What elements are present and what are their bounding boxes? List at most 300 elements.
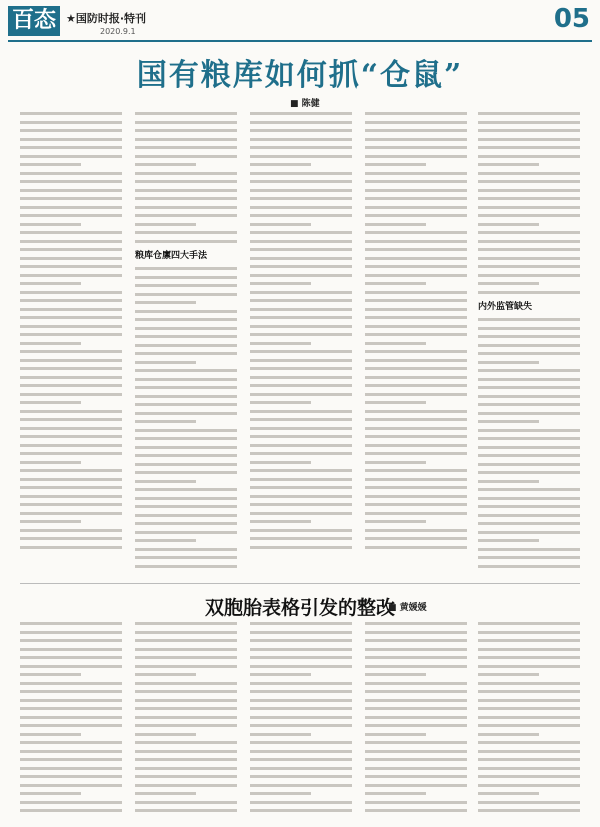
body-text-line: [250, 767, 352, 770]
body-text-line: [135, 446, 237, 449]
body-text-line: [135, 784, 237, 787]
body-text-line: [250, 707, 352, 710]
body-text-line: [135, 223, 196, 226]
body-text-line: [20, 410, 122, 413]
body-text-line: [250, 291, 352, 294]
body-text-line: [20, 673, 81, 676]
body-text-line: [478, 480, 539, 483]
text-column: [365, 112, 467, 554]
body-text-line: [135, 767, 237, 770]
body-text-line: [20, 206, 122, 209]
body-text-line: [250, 784, 352, 787]
body-text-line: [135, 480, 196, 483]
body-text-line: [135, 344, 237, 347]
body-text-line: [478, 801, 580, 804]
body-text-line: [20, 444, 122, 447]
body-text-line: [365, 376, 467, 379]
body-text-line: [365, 308, 467, 311]
body-text-line: [365, 146, 467, 149]
subheading: 粮库仓廪四大手法: [135, 251, 208, 261]
body-text-line: [365, 758, 467, 761]
body-text-line: [365, 401, 426, 404]
body-text-line: [478, 767, 580, 770]
body-text-line: [20, 452, 122, 455]
body-text-line: [135, 514, 237, 517]
body-text-line: [250, 265, 352, 268]
body-text-line: [365, 367, 467, 370]
body-text-line: [250, 622, 352, 625]
issue-date: 2020.9.1: [100, 27, 136, 36]
body-text-line: [135, 471, 237, 474]
body-text-line: [250, 350, 352, 353]
body-text-line: [135, 267, 237, 270]
text-column: [20, 622, 122, 818]
body-text-line: [250, 155, 352, 158]
body-text-line: [20, 469, 122, 472]
body-text-line: [20, 274, 122, 277]
body-text-line: [135, 284, 237, 287]
body-text-line: [20, 299, 122, 302]
body-text-line: [135, 121, 237, 124]
body-text-line: [250, 367, 352, 370]
body-text-line: [135, 809, 237, 812]
body-text-line: [365, 520, 426, 523]
body-text-line: [478, 189, 580, 192]
body-text-line: [20, 325, 122, 328]
body-text-line: [135, 656, 237, 659]
article1-title: 国有粮库如何抓“仓鼠”: [136, 58, 464, 93]
body-text-line: [478, 138, 580, 141]
body-text-line: [20, 282, 81, 285]
body-text-line: [135, 690, 237, 693]
body-text-line: [135, 775, 237, 778]
body-text-line: [478, 386, 580, 389]
masthead: [0, 0, 600, 44]
body-text-line: [250, 418, 352, 421]
body-text-line: [250, 223, 311, 226]
body-text-line: [478, 265, 580, 268]
body-text-line: [20, 138, 122, 141]
body-text-line: [478, 463, 580, 466]
body-text-line: [478, 784, 580, 787]
body-text-line: [135, 180, 237, 183]
body-text-line: [135, 403, 237, 406]
body-text-line: [250, 316, 352, 319]
body-text-line: [20, 367, 122, 370]
body-text-line: [250, 682, 352, 685]
body-text-line: [365, 648, 467, 651]
body-text-line: [250, 452, 352, 455]
body-text-line: [478, 548, 580, 551]
body-text-line: [250, 758, 352, 761]
body-text-line: [478, 112, 580, 115]
body-text-line: [478, 673, 539, 676]
body-text-line: [365, 461, 426, 464]
body-text-line: [20, 240, 122, 243]
body-text-line: [20, 121, 122, 124]
body-text-line: [478, 497, 580, 500]
body-text-line: [250, 444, 352, 447]
body-text-line: [135, 488, 237, 491]
body-text-line: [478, 129, 580, 132]
body-text-line: [135, 716, 237, 719]
body-text-line: [20, 648, 122, 651]
body-text-line: [135, 293, 237, 296]
body-text-line: [20, 461, 81, 464]
body-text-line: [478, 741, 580, 744]
body-text-line: [250, 231, 352, 234]
body-text-line: [20, 350, 122, 353]
body-text-line: [365, 639, 467, 642]
text-column: [365, 622, 467, 818]
text-column: [250, 112, 352, 554]
body-text-line: [365, 206, 467, 209]
body-text-line: [478, 344, 580, 347]
body-text-line: [478, 505, 580, 508]
body-text-line: [20, 716, 122, 719]
body-text-line: [135, 673, 196, 676]
body-text-line: [20, 665, 122, 668]
body-text-line: [20, 393, 122, 396]
body-text-line: [20, 682, 122, 685]
body-text-line: [365, 138, 467, 141]
body-text-line: [135, 505, 237, 508]
body-text-line: [250, 520, 311, 523]
body-text-line: [250, 172, 352, 175]
body-text-line: [365, 733, 426, 736]
body-text-line: [250, 733, 311, 736]
body-text-line: [135, 750, 237, 753]
body-text-line: [365, 452, 467, 455]
body-text-line: [20, 308, 122, 311]
body-text-line: [20, 724, 122, 727]
body-text-line: [250, 393, 352, 396]
body-text-line: [20, 801, 122, 804]
body-text-line: [365, 529, 467, 532]
body-text-line: [20, 733, 81, 736]
body-text-line: [250, 240, 352, 243]
body-text-line: [135, 240, 237, 243]
article-divider: [20, 583, 580, 584]
body-text-line: [365, 129, 467, 132]
body-text-line: [478, 429, 580, 432]
body-text-line: [365, 716, 467, 719]
body-text-line: [135, 189, 237, 192]
body-text-line: [135, 531, 237, 534]
body-text-line: [135, 463, 237, 466]
body-text-line: [365, 537, 467, 540]
masthead-rule: [8, 40, 592, 42]
body-text-line: [250, 189, 352, 192]
body-text-line: [365, 274, 467, 277]
body-text-line: [365, 342, 426, 345]
body-text-line: [365, 622, 467, 625]
text-column: [478, 622, 580, 818]
body-text-line: [250, 146, 352, 149]
body-text-line: [135, 138, 237, 141]
body-text-line: [250, 503, 352, 506]
body-text-line: [365, 418, 467, 421]
article1-author: ■ 陈健: [290, 99, 320, 109]
body-text-line: [365, 809, 467, 812]
body-text-line: [478, 197, 580, 200]
text-column: [478, 112, 580, 573]
body-text-line: [135, 682, 237, 685]
body-text-line: [478, 758, 580, 761]
body-text-line: [250, 775, 352, 778]
body-text-line: [250, 248, 352, 251]
body-text-line: [250, 486, 352, 489]
body-text-line: [135, 172, 237, 175]
body-text-line: [135, 724, 237, 727]
body-text-line: [478, 707, 580, 710]
body-text-line: [20, 775, 122, 778]
body-text-line: [20, 520, 81, 523]
body-text-line: [478, 231, 580, 234]
body-text-line: [20, 699, 122, 702]
body-text-line: [478, 369, 580, 372]
body-text-line: [365, 495, 467, 498]
body-text-line: [365, 384, 467, 387]
body-text-line: [250, 214, 352, 217]
body-text-line: [365, 503, 467, 506]
body-text-line: [135, 437, 237, 440]
body-text-line: [478, 565, 580, 568]
body-text-line: [478, 446, 580, 449]
body-text-line: [250, 546, 352, 549]
body-text-line: [365, 690, 467, 693]
body-text-line: [250, 435, 352, 438]
body-text-line: [478, 656, 580, 659]
body-text-line: [135, 707, 237, 710]
body-text-line: [478, 750, 580, 753]
body-text-line: [478, 172, 580, 175]
body-text-line: [250, 180, 352, 183]
body-text-line: [365, 767, 467, 770]
body-text-line: [135, 648, 237, 651]
body-text-line: [250, 690, 352, 693]
body-text-line: [135, 758, 237, 761]
body-text-line: [478, 412, 580, 415]
body-text-line: [478, 291, 580, 294]
body-text-line: [365, 673, 426, 676]
body-text-line: [135, 163, 196, 166]
body-text-line: [250, 274, 352, 277]
body-text-line: [250, 197, 352, 200]
body-text-line: [365, 155, 467, 158]
body-text-line: [365, 359, 467, 362]
body-text-line: [478, 437, 580, 440]
body-text-line: [365, 486, 467, 489]
body-text-line: [478, 274, 580, 277]
body-text-line: [478, 214, 580, 217]
body-text-line: [250, 478, 352, 481]
body-text-line: [20, 223, 81, 226]
body-text-line: [365, 121, 467, 124]
body-text-line: [135, 639, 237, 642]
body-text-line: [478, 420, 539, 423]
body-text-line: [20, 163, 81, 166]
body-text-line: [365, 163, 426, 166]
body-text-line: [365, 350, 467, 353]
body-text-line: [365, 265, 467, 268]
body-text-line: [478, 488, 580, 491]
body-text-line: [20, 189, 122, 192]
body-text-line: [20, 546, 122, 549]
body-text-line: [20, 707, 122, 710]
body-text-line: [20, 809, 122, 812]
body-text-line: [365, 427, 467, 430]
body-text-line: [478, 648, 580, 651]
body-text-line: [365, 784, 467, 787]
body-text-line: [478, 631, 580, 634]
body-text-line: [20, 401, 81, 404]
body-text-line: [20, 427, 122, 430]
body-text-line: [20, 631, 122, 634]
body-text-line: [478, 665, 580, 668]
body-text-line: [250, 376, 352, 379]
body-text-line: [478, 522, 580, 525]
body-text-line: [135, 539, 196, 542]
body-text-line: [135, 327, 237, 330]
body-text-line: [20, 758, 122, 761]
body-text-line: [365, 240, 467, 243]
body-text-line: [478, 622, 580, 625]
body-text-line: [135, 631, 237, 634]
body-text-line: [250, 359, 352, 362]
body-text-line: [20, 129, 122, 132]
body-text-line: [135, 733, 196, 736]
body-text-line: [478, 690, 580, 693]
body-text-line: [20, 418, 122, 421]
body-text-line: [478, 471, 580, 474]
body-text-line: [20, 435, 122, 438]
body-text-line: [365, 180, 467, 183]
body-text-line: [20, 342, 81, 345]
body-text-line: [20, 180, 122, 183]
body-text-line: [365, 750, 467, 753]
body-text-line: [478, 121, 580, 124]
body-text-line: [365, 512, 467, 515]
subheading: 内外监管缺失: [478, 302, 533, 312]
body-text-line: [250, 529, 352, 532]
body-text-line: [20, 639, 122, 642]
body-text-line: [20, 197, 122, 200]
body-text-line: [135, 335, 237, 338]
body-text-line: [478, 361, 539, 364]
body-text-line: [478, 240, 580, 243]
body-text-line: [478, 163, 539, 166]
section-logo: 百态: [8, 6, 60, 36]
body-text-line: [478, 539, 539, 542]
body-text-line: [250, 410, 352, 413]
body-text-line: [135, 565, 237, 568]
body-text-line: [250, 427, 352, 430]
body-text-line: [365, 248, 467, 251]
body-text-line: [135, 214, 237, 217]
body-text-line: [365, 223, 426, 226]
body-text-line: [365, 282, 426, 285]
body-text-line: [365, 682, 467, 685]
body-text-line: [365, 172, 467, 175]
body-text-line: [20, 291, 122, 294]
body-text-line: [478, 395, 580, 398]
body-text-line: [365, 189, 467, 192]
body-text-line: [478, 792, 539, 795]
body-text-line: [250, 401, 311, 404]
body-text-line: [135, 276, 237, 279]
body-text-line: [20, 333, 122, 336]
body-text-line: [365, 631, 467, 634]
body-text-line: [478, 531, 580, 534]
body-text-line: [20, 265, 122, 268]
body-text-line: [250, 724, 352, 727]
body-text-line: [365, 792, 426, 795]
body-text-line: [250, 716, 352, 719]
body-text-line: [20, 376, 122, 379]
body-text-line: [250, 809, 352, 812]
body-text-line: [20, 784, 122, 787]
body-text-line: [135, 792, 196, 795]
body-text-line: [20, 741, 122, 744]
body-text-line: [250, 792, 311, 795]
body-text-line: [250, 537, 352, 540]
body-text-line: [20, 478, 122, 481]
body-text-line: [365, 393, 467, 396]
body-text-line: [135, 801, 237, 804]
body-text-line: [365, 469, 467, 472]
body-text-line: [20, 316, 122, 319]
body-text-line: [20, 690, 122, 693]
body-text-line: [365, 299, 467, 302]
body-text-line: [135, 301, 196, 304]
body-text-line: [478, 699, 580, 702]
body-text-line: [478, 454, 580, 457]
body-text-line: [250, 512, 352, 515]
body-text-line: [250, 325, 352, 328]
body-text-line: [20, 750, 122, 753]
body-text-line: [365, 231, 467, 234]
body-text-line: [250, 699, 352, 702]
body-text-line: [365, 333, 467, 336]
text-column: [135, 622, 237, 818]
body-text-line: [365, 112, 467, 115]
text-column: [250, 622, 352, 818]
body-text-line: [250, 112, 352, 115]
body-text-line: [135, 352, 237, 355]
body-text-line: [250, 656, 352, 659]
body-text-line: [20, 384, 122, 387]
body-text-line: [365, 410, 467, 413]
body-text-line: [250, 282, 311, 285]
body-text-line: [20, 155, 122, 158]
body-text-line: [365, 478, 467, 481]
body-text-line: [135, 556, 237, 559]
body-text-line: [478, 318, 580, 321]
body-text-line: [250, 129, 352, 132]
body-text-line: [135, 361, 196, 364]
body-text-line: [20, 495, 122, 498]
body-text-line: [20, 112, 122, 115]
body-text-line: [478, 257, 580, 260]
body-text-line: [365, 707, 467, 710]
body-text-line: [250, 461, 311, 464]
body-text-line: [478, 206, 580, 209]
body-text-line: [135, 622, 237, 625]
body-text-line: [478, 327, 580, 330]
body-text-line: [20, 792, 81, 795]
body-text-line: [478, 282, 539, 285]
